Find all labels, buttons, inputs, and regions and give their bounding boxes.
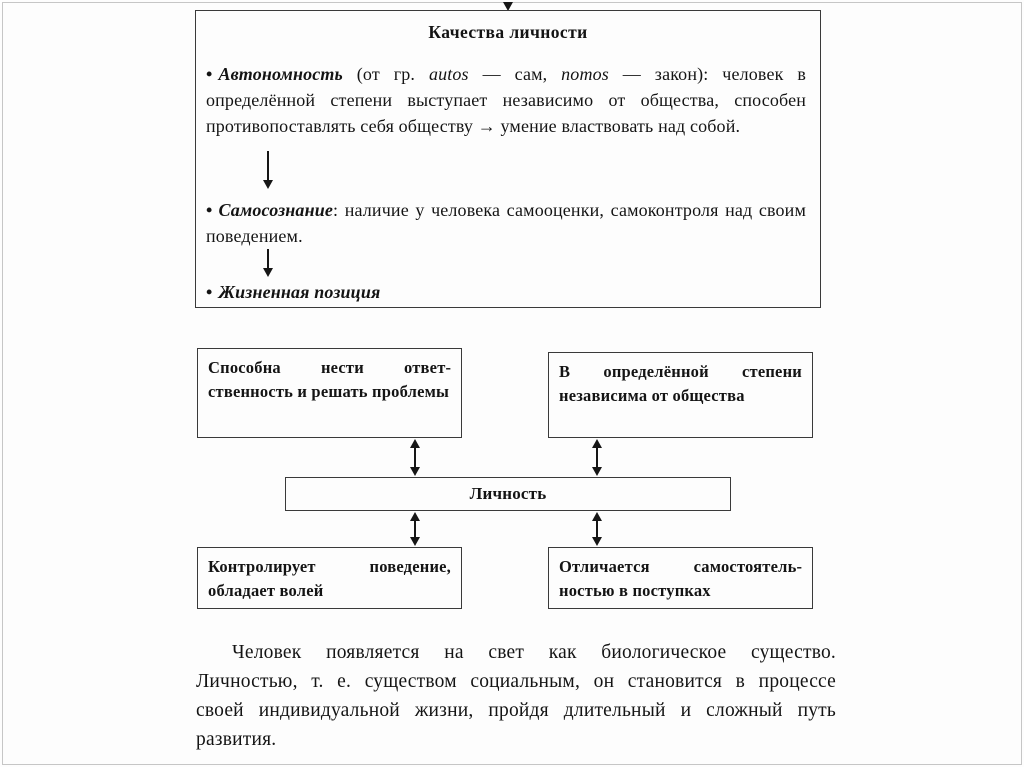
double-arrow-icon — [591, 439, 603, 476]
arrow-head-up — [592, 439, 602, 448]
quality-item-life-position — [206, 279, 806, 305]
qualities-title: Качества личности — [428, 22, 588, 42]
latin-word: nomos — [561, 64, 609, 84]
box-label: В определённой степени независима от общества — [559, 362, 802, 405]
quality-item-autonomy — [206, 61, 806, 139]
personality-box — [285, 477, 731, 511]
box-label: Личность — [469, 484, 547, 503]
arrow-head-down — [263, 180, 273, 189]
bullet-icon: • — [206, 200, 213, 220]
autonomy-actions-box — [548, 547, 813, 609]
arrow-head-up — [410, 512, 420, 521]
down-arrow-icon — [262, 151, 274, 189]
quality-text: : наличие у человека самооценки, самоконтроля над своим поведением. — [206, 200, 806, 246]
quality-text: — сам, — [468, 64, 562, 84]
bullet-icon: • — [206, 282, 213, 302]
quality-term: Самосознание — [218, 200, 334, 220]
arrow-head-down — [592, 537, 602, 546]
independence-box — [548, 352, 813, 438]
double-arrow-icon — [591, 512, 603, 546]
arrow-shaft — [414, 448, 416, 467]
arrow-head-down — [263, 268, 273, 277]
arrow-shaft — [596, 521, 598, 537]
qualities-box — [195, 10, 821, 308]
arrow-shaft — [596, 448, 598, 467]
arrow-shaft — [414, 521, 416, 537]
quality-term: Жизненная позиция — [218, 282, 381, 302]
responsibility-box — [197, 348, 462, 438]
arrow-head-up — [410, 439, 420, 448]
arrow-head-down — [592, 467, 602, 476]
box-label: Отличается самостоятельностью в поступках — [559, 557, 802, 600]
arrow-head-down — [410, 467, 420, 476]
arrow-shaft — [267, 249, 269, 268]
quality-text: (от гр. — [342, 64, 429, 84]
arrow-head-down — [410, 537, 420, 546]
box-label: Контролирует поведение, обладает волей — [208, 557, 451, 600]
arrow-head-up — [592, 512, 602, 521]
behavior-control-box — [197, 547, 462, 609]
latin-word: autos — [428, 64, 469, 84]
double-arrow-icon — [409, 439, 421, 476]
body-paragraph: Человек появляется на свет как биологическое существо. Личностью, т. е. существом социальным, он становится в процессе своей индивидуальной жизни, пройдя длительный и сложный путь развития. — [196, 642, 836, 750]
arrow-shaft — [267, 151, 269, 180]
quality-term: Автономность — [218, 64, 343, 84]
quality-text: — закон): человек в определённой степени выступает независимо от общества, способен противопоставлять себя обществу → умение властвовать над собой. — [206, 64, 807, 136]
bullet-icon: • — [206, 64, 213, 84]
quality-item-selfawareness — [206, 197, 806, 249]
double-arrow-icon — [409, 512, 421, 546]
down-arrow-icon — [262, 249, 274, 277]
box-label: Способна нести ответственность и решать проблемы — [208, 358, 451, 401]
